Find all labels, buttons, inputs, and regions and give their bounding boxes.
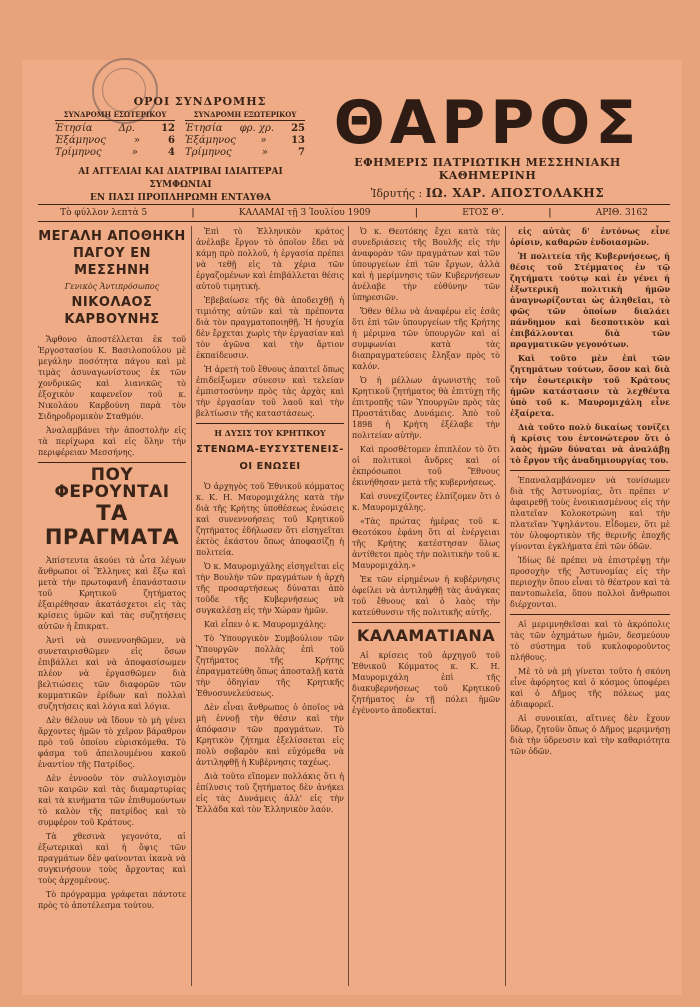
- ad-paragraph: Ἀναλαμβάνει τὴν ἀποστολὴν εἰς τὰ περίχωρα καὶ εἰς ὅλην τὴν περιφέρειαν Μεσσήνης.: [38, 426, 186, 457]
- article-paragraph: Δὲν εἶναι ἄνθρωπος ὁ ὁποῖος νὰ μὴ ἐννοῇ τὴν θέσιν καὶ τὴν ἀπόφασιν τῶν πραγμάτων. Τὸ Κρητικὸν ζήτημα ἐξελίσσεται εἰς πολὺ σοβαρὸν καὶ εὐχόμεθα νὰ ἀντιληφθῇ ἡ Κυβέρνησις ταχέως.: [196, 703, 344, 767]
- article-paragraph: Ἰδίως δὲ πρέπει νὰ ἐπιστρέψῃ τὴν προσοχὴν τῆς Ἀστυνομίας εἰς τὴν περιοχὴν ὅπου εἶναι τὸ θέατρον καὶ τὰ παντοπωλεῖα, ὅπου πολλοὶ ἄνθρωποι διέρχονται.: [510, 556, 670, 609]
- row-label: Τρίμηνος: [55, 147, 102, 158]
- ad-paragraph: Ἄφθονο ἀποστέλλεται ἐκ τοῦ Ἐργοστασίου Κ. Βασιλοπούλου μὲ μεγάλην ποσότητα πάγου καὶ μὲ τιμὰς ἀσυναγωνίστους ἐκ τῶν χονδρικῶς καὶ λιανικῶς τὸ ἐξοχικὸν καφενεῖον τοῦ κ. Νικολάου Καρβούνη παρὰ τὸν Σιδηροδρομικὸν Σταθμόν.: [38, 335, 186, 421]
- domestic-heading: ΣΥΝΔΡΟΜΗ ΕΣΩΤΕΡΙΚΟΥ: [55, 110, 175, 121]
- row-value: 12: [161, 123, 175, 134]
- column-4: [510, 226, 670, 760]
- newspaper-title: ΘΑΡΡΟΣ: [333, 88, 642, 158]
- row-value: 25: [291, 123, 305, 134]
- article-paragraph: Ὁ ἡ μέλλων ἀγωνιστὴς τοῦ Κρητικοῦ ζητήματος θὰ ἐπιτύχῃ τῆς ἐπιτροπῆς τῶν Ὑπουργῶν πρὸς τὰς Προστάτιδας Δυνάμεις. Ἀπὸ τοῦ 1898 ἡ Κρήτη ἐξέλαβε τὴν πολιτείαν αὐτὴν.: [352, 376, 500, 440]
- column-divider: [348, 226, 349, 986]
- row-label: Ἑξάμηνος: [55, 135, 106, 146]
- article-paragraph: Ὁ ἀρχηγὸς τοῦ Ἐθνικοῦ κόμματος κ. Κ. Η. Μαυρομιχάλης κατὰ τὴν διὰ τῆς Κρήτης ὑποθέσεως ἑνώσεις καὶ συνεννοήσεις τοῦ Κρητικοῦ ζητήματος ἐδήλωσεν ὅτι εἰσηγεῖται ἐκτὸς ἑκάστου ὅπως ἀποφασίζῃ ἡ πολιτεία.: [196, 482, 344, 557]
- article-heading: [38, 467, 186, 549]
- article-paragraph: Ὁ κ. Θεοτόκης ἔχει κατὰ τὰς συνεδριάσεις τῆς Βουλῆς εἰς τὴν ἀναφορὰν τῶν πραγμάτων καὶ τῶν ὑπουργείων ἐπὶ τῶν ἔργων, ἀλλὰ καὶ ἡ μερίμνησις τῶν Κυβερνήσεων ἀνέλαβε τὴν εὐθύνην τῶν ὑπηρεσιῶν.: [352, 227, 500, 302]
- ad-subtitle: Γενικὸς Ἀντιπρόσωπος: [64, 282, 160, 291]
- subscription-box: [55, 95, 305, 159]
- row-unit: »: [133, 135, 141, 146]
- article-paragraph: Ἐπαναλαμβάνομεν νὰ τονίσωμεν διὰ τῆς Ἀστυνομίας, ὅτι πρέπει ν' ἀφαιρεθῇ τοὺς ἐνοικιασμένους εἰς τὴν πλατεῖαν Κολοκοτρώνη καὶ τὴν πλατεῖαν Ὑψηλάντου. Εἶδομεν, ὅτι μὲ τὸν ὑλοφορτικὸν τῆς θερινῆς ἐποχῆς γίνονται ἐγκλήματα ἐπὶ τῶν ὁδῶν.: [510, 476, 670, 551]
- article-paragraph: Ἐβεβαίωσε τῆς θὰ ἀποδειχθῇ ἡ τιμιότης αὐτῶν καὶ τὰ πρέποντα διὰ τὸν πραγματοποιηθῇ. Ἡ ἡσυχία δὲν ἔρχεται χωρὶς τὴν ἐργασίαν καὶ τὸν ἀγῶνα καὶ τὴν ἄρτιον ἐκπαίδευσιν.: [196, 296, 344, 360]
- article-paragraph: Καὶ προσθέτομεν ἐπιπλέον τὸ ὅτι οἱ πολιτικοὶ ἄνδρες καὶ οἱ ἐκπρόσωποι τοῦ Ἔθνους ἐκινήθησαν μετὰ τῆς κυβερνήσεως.: [352, 445, 500, 487]
- article-paragraph: Διὰ τοῦτο πολὺ δικαίως τονίζει ἡ κρίσις του ἐντονώτερον ὅτι ὁ λαὸς ἡμῶν δύναται νὰ ἀναλάβῃ τὸ ἔργον τῆς ἀναδημιουργίας του.: [510, 422, 670, 465]
- article-paragraph: Διὰ τοῦτο εἴπομεν πολλάκις ὅτι ἡ ἐπίλυσις τοῦ ζητήματος δὲν ἀνήκει εἰς τὰς Δυνάμεις ἀλλ' εἰς τὴν Ἑλλάδα καὶ τὸν Ἑλληνικὸν λαόν.: [196, 772, 344, 814]
- article-paragraph: Ἀντὶ νὰ συνεννοηθῶμεν, νὰ συνεταιρισθῶμεν εἰς ὅσων ἐπιβάλλει καὶ νὰ ἀποφασίσωμεν πλέον νὰ ἐργασθῶμεν διὰ βελτιώσεις τῶν διαφορῶν τῶν κομματικῶν ἐρίδων καὶ πολλαὶ συζητήσεις καὶ λόγια καὶ λόγια.: [38, 636, 186, 711]
- article-paragraph: Ἡ πολιτεία τῆς Κυβερνήσεως, ἡ θέσις τοῦ Στέμματος ἐν τῷ ζητήματι τούτῳ καὶ ἐν γένει ἡ ἐξωτερικὴ πολιτικὴ ἡμῶν ἀναγνωρίζονται ὡς ἀληθεῖαι, τὸ φῶς τῶν ὁποίων διαλάει πάνδημον καὶ δεσποτικὸν καὶ ἐπιβάλλονται διὰ τῶν πραγματικῶν γεγονότων.: [510, 251, 670, 349]
- subscription-row: [55, 135, 175, 147]
- divider: |: [414, 208, 418, 218]
- column-3: [352, 226, 500, 719]
- founder-line: [305, 186, 670, 200]
- row-unit: φρ. χρ.: [239, 123, 274, 134]
- article-paragraph: Ἀπίστευτα ἀκούει τὰ ὦτα λέγων ἄνθρωποι οἱ Ἕλληνες καὶ ἔξω καὶ μετὰ τὴν πρωτοφανῆ ἐπανάστασιν τοῦ Κρητικοῦ ζητήματος ἐξαιρέθησαν ἀκατάσχετοι εἰς τὰς κρίσεις ὑμῶν καὶ τὰς συζητήσεις αὐτῶν ἡ ἔπικρατ.: [38, 556, 186, 631]
- subscription-row: [185, 147, 305, 159]
- section-title: ΣΤΕΝΩΜΑ-ΕΥΣΥΣΤΕΝΕΙΣ-ΟΙ ΕΝΩΣΕΙ: [196, 444, 344, 472]
- row-unit: Δρ.: [118, 123, 135, 134]
- domestic-subscription: [55, 110, 175, 159]
- local-news-heading: [352, 627, 500, 644]
- article-paragraph: Αἱ κρίσεις τοῦ ἀρχηγοῦ τοῦ Ἐθνικοῦ Κόμματος κ. Κ. Η. Μαυρομιχάλη ἐπὶ τῆς διακυβερνήσεως τοῦ Κρητικοῦ ζητήματος ἐν τῇ πόλει ἡμῶν ἐγένοντο ἀποδεκταί.: [352, 651, 500, 715]
- subscription-row: [55, 123, 175, 135]
- issue-year: ΕΤΟΣ Θ'.: [462, 208, 505, 218]
- row-label: Ἑξάμηνος: [185, 135, 236, 146]
- subscription-row: [185, 135, 305, 147]
- column-1: [38, 226, 186, 914]
- article-paragraph: Τὰ χθεσινὰ γεγονότα, αἱ ἐξωτερικαὶ καὶ ἡ ὄψις τῶν πραγμάτων δὲν φαίνονται ἱκανὰ νὰ συγκινήσουν τοὺς ἄρχοντας καὶ τοὺς ἀρχομένους.: [38, 832, 186, 885]
- issue-number: ΑΡΙΘ. 3162: [595, 208, 648, 218]
- subscription-row: [55, 147, 175, 159]
- divider: |: [191, 208, 195, 218]
- rule-divider: [38, 462, 186, 463]
- article-paragraph: Αἱ συνοικίαι, αἵτινες δὲν ἔχουν ὕδωρ, ζητοῦν ὅπως ὁ Δῆμος μεριμνήσῃ διὰ τὴν ὑδρευσιν καὶ τὴν καθαριότητα τῶν ὁδῶν.: [510, 714, 670, 756]
- rule-divider: [352, 622, 500, 623]
- row-value: 6: [168, 135, 175, 146]
- column-divider: [191, 226, 192, 986]
- article-paragraph: Τὸ πρόγραμμα γράφεται πάντοτε πρὸς τὸ ἀποτέλεσμα τούτου.: [38, 890, 186, 910]
- newspaper-subtitle: ΕΦΗΜΕΡΙΣ ΠΑΤΡΙΩΤΙΚΗ ΜΕΣΣΗΝΙΑΚΗ ΚΑΘΗΜΕΡΙΝΗ: [354, 156, 621, 182]
- article-paragraph: Μὲ τὸ νὰ μὴ γίνεται τοῦτο ἡ σκόνη εἶνε ἀφόρητος καὶ ὁ κόσμος ὑποφέρει καὶ ὁ Δῆμος τῆς πόλεως μας ἀδιαφορεῖ.: [510, 667, 670, 709]
- row-label: Ἐτησία: [55, 123, 93, 134]
- rule-divider: [196, 423, 344, 424]
- article-paragraph: «Τὰς πρώτας ἡμέρας τοῦ κ. Θεοτόκου ἐφάνη ὅτι αἱ ἐνέργειαι τῆς Κρήτης κατέστησαν ὅλως ἀντίθετοι πρὸς τὴν πολιτικὴν τοῦ κ. Μαυρομιχάλη.»: [352, 517, 500, 570]
- article-paragraph: Ἐπὶ τὸ Ἑλληνικὸν κράτος ἀνέλαβε ἔργον τὸ ὁποῖον ἔδει νὰ κάμῃ πρὸ πολλοῦ, ἡ ἐργασία πρέπει νὰ τεθῇ εἰς τὰ χέρια τῶν ἐργαζομένων καὶ ἐπιβάλλεται θέσις αὐτοῦ τιμητική.: [196, 227, 344, 291]
- article-paragraph: Καὶ εἶπεν ὁ κ. Μαυρομιχάλης:: [204, 620, 327, 629]
- ad-title: ΜΕΓΑΛΗ ΑΠΟΘΗΚΗ ΠΑΓΟΥ ΕΝ ΜΕΣΣΗΝΗ: [38, 229, 186, 278]
- row-value: 4: [168, 147, 175, 158]
- rule-divider: [510, 470, 670, 471]
- founder-name: ΙΩ. ΧΑΡ. ΑΠΟΣΤΟΛΑΚΗΣ: [425, 186, 605, 200]
- row-value: 13: [291, 135, 305, 146]
- article-paragraph: Αἱ μεριμνηθεῖσαι καὶ τὸ ἀκρόπολις τὰς τῶν ὀχημάτων ἡμῶν, δεσμεύουν τὸ σύστημα τοῦ κυκλοφοροῦντος πλήθους.: [510, 620, 670, 662]
- article-paragraph: εἰς αὐτὰς δ' ἐντόνως εἶνε ὁρίσιν, καθαρῶν ἐνδοιασμῶν.: [510, 226, 670, 247]
- founder-label: Ἱδρυτής :: [370, 187, 423, 200]
- section-heading: [196, 428, 344, 475]
- advertising-note-line1: ΑΙ ΑΓΓΕΛΙΑΙ ΚΑΙ ΔΙΑΤΡΙΒΑΙ ΙΔΙΑΙΤΕΡΑΙ ΣΥΜΦΩΝΙΑΙ: [78, 167, 283, 190]
- subscription-row: [185, 123, 305, 135]
- subscription-title: ΟΡΟΙ ΣΥΝΔΡΟΜΗΣ: [133, 95, 267, 108]
- article-paragraph: Τὸ Ὑπουργικὸν Συμβούλιον τῶν Ὑπουργῶν πολλὰς ἐπὶ τοῦ ζητήματος τῆς Κρήτης ἐπραγματεύθη ὅπως ἀποσταλῇ κατὰ τὴν ὁδηγίαν τῆς Κρητικῆς Ἐθνοσυνελεύσεως.: [196, 634, 344, 698]
- row-unit: »: [260, 135, 267, 146]
- article-paragraph: Δὲν ἐννοοῦν τὸν συλλογισμὸν τῶν καιρῶν καὶ τὰς διαμαρτυρίας καὶ τὰ κινήματα τῶν ἐπιθυμούντων τὸ καλὸν τῆς πατρίδος καὶ τὸ συμφέρον τοῦ Κράτους.: [38, 774, 186, 827]
- article-paragraph: Ἐκ τῶν εἰρημένων ἡ κυβέρνησις ὀφείλει νὰ ἀντιληφθῇ τὰς ἀνάγκας τοῦ ἔθνους καὶ ὁ λαὸς τὴν κατεύθυνσιν τῆς πολιτικῆς αὐτῆς.: [352, 575, 500, 617]
- advertising-note: [48, 166, 313, 205]
- article-paragraph: Δὲν θέλουν νὰ ἴδουν τὸ μὴ γένει ἄρχοντες ἡμῶν τὸ χεῖρον βάραθρον πρὸ τοῦ ὁποίου εὑρισκόμεθα. Τὸ φάσμα τοῦ ἀπειλουμένου κακοῦ ἐναντίον τῆς Πατρίδος.: [38, 716, 186, 769]
- local-news-title: ΚΑΛΑΜΑΤΙΑΝΑ: [356, 626, 496, 645]
- foreign-subscription: [185, 110, 305, 159]
- article-paragraph: Καὶ συνεχίζοντες ἐλπίζομεν ὅτι ὁ κ. Μαυρομιχάλης.: [352, 492, 500, 512]
- ad-name: ΝΙΚΟΛΑΟΣ ΚΑΡΒΟΥΝΗΣ: [64, 295, 160, 327]
- row-label: Τρίμηνος: [185, 147, 232, 158]
- issue-place-date: ΚΑΛΑΜΑΙ τῇ 3 Ἰουλίου 1909: [238, 208, 371, 218]
- article-paragraph: Καὶ τοῦτο μὲν ἐπὶ τῶν ζητημάτων τούτων, ὅσον καὶ διὰ τὴν ἐσωτερικὴν τοῦ Κράτους ἡμῶν κατάστασιν τὰ λεχθέντα ὑπὸ τοῦ κ. Μαυρομιχάλη εἶνε ἐξαίρετα.: [510, 353, 670, 418]
- row-label: Ἐτησία: [185, 123, 223, 134]
- row-unit: »: [131, 147, 138, 158]
- advertising-note-line2: ΕΝ ΠΑΣΙ ΠΡΟΠΛΗΡΩΜΗ ΕΝΤΑΥΘΑ: [90, 193, 271, 203]
- section-label: Η ΔΥΣΙΣ ΤΟΥ ΚΡΗΤΙΚΟΥ: [214, 428, 326, 438]
- article-paragraph: Ὅθεν θέλω νὰ ἀναφέρω εἰς ἐσᾶς ὅτι ἐπὶ τῶν ὑπουργείων τῆς Κρήτης ἡ μέριμνα τῶν ὑπουργῶν καὶ αἱ συμφωνίαι κατὰ τὰς διαπραγματεύσεις ἔληξαν πρὸς τὸ καλόν.: [352, 307, 500, 371]
- ice-ad: [38, 228, 186, 328]
- article-paragraph: Ὁ κ. Μαυρομιχάλης εἰσηγεῖται εἰς τὴν Βουλὴν τῶν πραγμάτων ἡ ἀρχὴ τῆς προσαρτήσεως δύναται ἀπὸ τοῦδε τῆς Κυβερνήσεως νὰ συγκαλέσῃ εἰς τὴν Χώραν ἡμῶν.: [196, 562, 344, 615]
- column-2: [196, 226, 344, 818]
- column-divider: [505, 226, 506, 986]
- article-title-line1: ΠΟΥ ΦΕΡΟΥΝΤΑΙ: [54, 465, 170, 502]
- article-title-line2: ΤΑ ΠΡΑΓΜΑΤΑ: [44, 501, 180, 549]
- article-paragraph: Ἡ ἀρετὴ τοῦ ἔθνους ἀπαιτεῖ ὅπως ἐπιδείξωμεν σύνεσιν καὶ τελείαν ἐμπιστοσύνην πρὸς τὰς ἀρχὰς καὶ τὴν ἐργασίαν τοῦ λαοῦ καὶ τὴν βελτίωσιν τῆς καταστάσεως.: [196, 365, 344, 418]
- masthead: [305, 88, 670, 200]
- foreign-heading: ΣΥΝΔΡΟΜΗ ΕΞΩΤΕΡΙΚΟΥ: [185, 110, 305, 121]
- issue-price: Τὸ φύλλον λεπτὰ 5: [60, 208, 148, 218]
- divider: |: [548, 208, 552, 218]
- rule-divider: [510, 614, 670, 615]
- row-unit: »: [261, 147, 268, 158]
- issue-info-bar: [38, 204, 670, 222]
- row-value: 7: [298, 147, 305, 158]
